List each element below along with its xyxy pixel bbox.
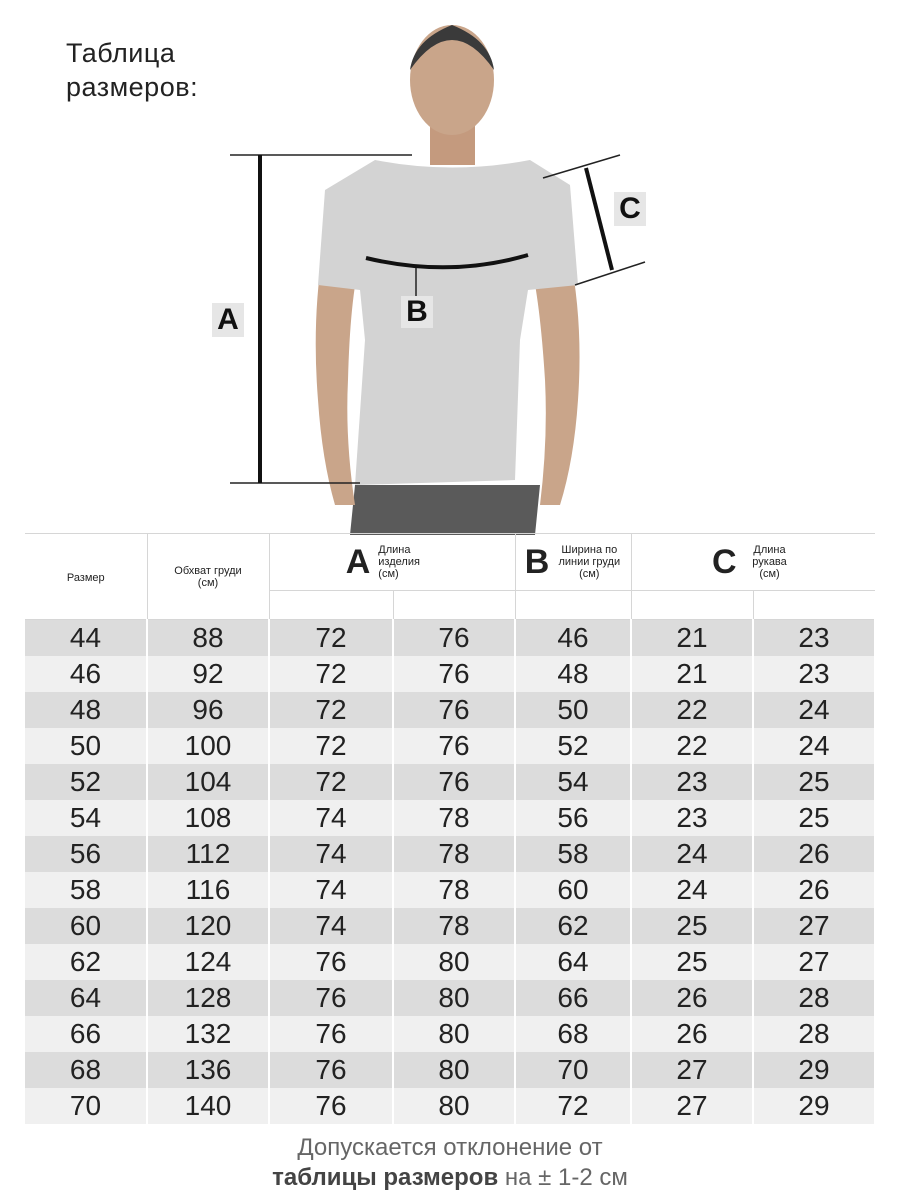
label-c: C [614,192,646,226]
table-cell: 23 [631,800,753,836]
table-cell: 27 [631,1052,753,1088]
table-cell: 52 [25,764,147,800]
table-row [25,872,875,908]
table-cell: 26 [753,836,875,872]
table-cell: 72 [269,728,393,764]
table-cell: 26 [753,872,875,908]
size-table-body [25,620,875,1125]
table-cell: 21 [631,656,753,692]
table-cell: 25 [753,800,875,836]
table-cell: 58 [515,836,631,872]
header-a-min [269,591,393,620]
table-row [25,1088,875,1124]
table-cell: 22 [631,692,753,728]
header-b-sub [515,591,631,620]
table-cell: 24 [753,692,875,728]
table-cell: 76 [393,656,515,692]
header-c-max [753,591,875,620]
table-cell: 76 [393,728,515,764]
table-cell: 54 [515,764,631,800]
table-cell: 78 [393,800,515,836]
table-cell: 76 [269,1016,393,1052]
table-row [25,800,875,836]
table-cell: 70 [25,1088,147,1124]
table-cell: 116 [147,872,269,908]
table-cell: 80 [393,980,515,1016]
table-row [25,980,875,1016]
table-cell: 120 [147,908,269,944]
table-cell: 28 [753,980,875,1016]
table-row [25,620,875,657]
deviation-note [0,1133,900,1193]
table-cell: 27 [631,1088,753,1124]
header-c: C Длина рукава (см) [631,534,875,591]
table-cell: 25 [631,908,753,944]
table-cell: 24 [753,728,875,764]
table-cell: 46 [25,656,147,692]
table-cell: 23 [753,656,875,692]
table-cell: 72 [269,656,393,692]
table-cell: 100 [147,728,269,764]
table-cell: 52 [515,728,631,764]
table-cell: 68 [515,1016,631,1052]
table-row [25,944,875,980]
table-cell: 64 [25,980,147,1016]
table-cell: 132 [147,1016,269,1052]
table-cell: 60 [25,908,147,944]
table-cell: 112 [147,836,269,872]
table-cell: 124 [147,944,269,980]
label-a: A [212,303,244,337]
table-cell: 23 [753,620,875,657]
table-cell: 25 [753,764,875,800]
table-cell: 66 [515,980,631,1016]
header-chest: Обхват груди (см) [147,534,269,620]
table-cell: 26 [631,1016,753,1052]
table-cell: 24 [631,836,753,872]
table-cell: 80 [393,1088,515,1124]
table-cell: 28 [753,1016,875,1052]
table-cell: 76 [269,1088,393,1124]
table-cell: 70 [515,1052,631,1088]
table-cell: 64 [515,944,631,980]
table-cell: 56 [515,800,631,836]
table-cell: 29 [753,1052,875,1088]
table-cell: 54 [25,800,147,836]
table-cell: 74 [269,872,393,908]
table-cell: 108 [147,800,269,836]
header-c-min [631,591,753,620]
table-cell: 80 [393,1016,515,1052]
table-cell: 136 [147,1052,269,1088]
table-cell: 78 [393,872,515,908]
table-cell: 50 [515,692,631,728]
table-cell: 80 [393,944,515,980]
table-cell: 88 [147,620,269,657]
table-cell: 29 [753,1088,875,1124]
table-cell: 72 [269,692,393,728]
table-cell: 22 [631,728,753,764]
table-cell: 128 [147,980,269,1016]
table-cell: 68 [25,1052,147,1088]
table-cell: 46 [515,620,631,657]
table-cell: 60 [515,872,631,908]
table-cell: 48 [515,656,631,692]
table-cell: 62 [25,944,147,980]
table-cell: 24 [631,872,753,908]
note-line-1: Допускается отклонение от [297,1134,603,1161]
table-cell: 27 [753,944,875,980]
table-row [25,1052,875,1088]
header-size: Размер [25,534,147,620]
table-cell: 76 [393,692,515,728]
table-row [25,656,875,692]
table-cell: 76 [393,620,515,657]
table-cell: 26 [631,980,753,1016]
table-cell: 96 [147,692,269,728]
page-title: Таблица размеров: [66,38,199,102]
table-cell: 25 [631,944,753,980]
table-cell: 74 [269,908,393,944]
tshirt-illustration [0,0,900,535]
note-line-2 [0,1163,900,1193]
table-cell: 76 [269,980,393,1016]
label-b: B [401,296,433,328]
table-cell: 21 [631,620,753,657]
table-cell: 76 [269,1052,393,1088]
table-row [25,1016,875,1052]
table-row [25,764,875,800]
table-cell: 140 [147,1088,269,1124]
table-cell: 66 [25,1016,147,1052]
table-row [25,836,875,872]
note-bold: таблицы размеров [272,1164,499,1191]
table-cell: 56 [25,836,147,872]
table-cell: 72 [269,764,393,800]
table-cell: 62 [515,908,631,944]
header-b: B Ширина по линии груди (см) [515,534,631,591]
table-cell: 48 [25,692,147,728]
table-cell: 92 [147,656,269,692]
header-a-max [393,591,515,620]
table-row [25,908,875,944]
table-cell: 23 [631,764,753,800]
note-rest: на ± 1-2 см [498,1164,628,1191]
table-cell: 58 [25,872,147,908]
table-cell: 80 [393,1052,515,1088]
table-cell: 78 [393,836,515,872]
table-cell: 72 [515,1088,631,1124]
table-cell: 44 [25,620,147,657]
header-a: A Длина изделия (см) [269,534,515,591]
table-row [25,692,875,728]
model-figure [0,0,900,535]
table-cell: 78 [393,908,515,944]
table-cell: 72 [269,620,393,657]
table-cell: 76 [393,764,515,800]
table-row [25,728,875,764]
table-cell: 27 [753,908,875,944]
table-cell: 76 [269,944,393,980]
table-cell: 104 [147,764,269,800]
size-table [25,533,876,1124]
table-cell: 74 [269,836,393,872]
table-cell: 74 [269,800,393,836]
table-cell: 50 [25,728,147,764]
